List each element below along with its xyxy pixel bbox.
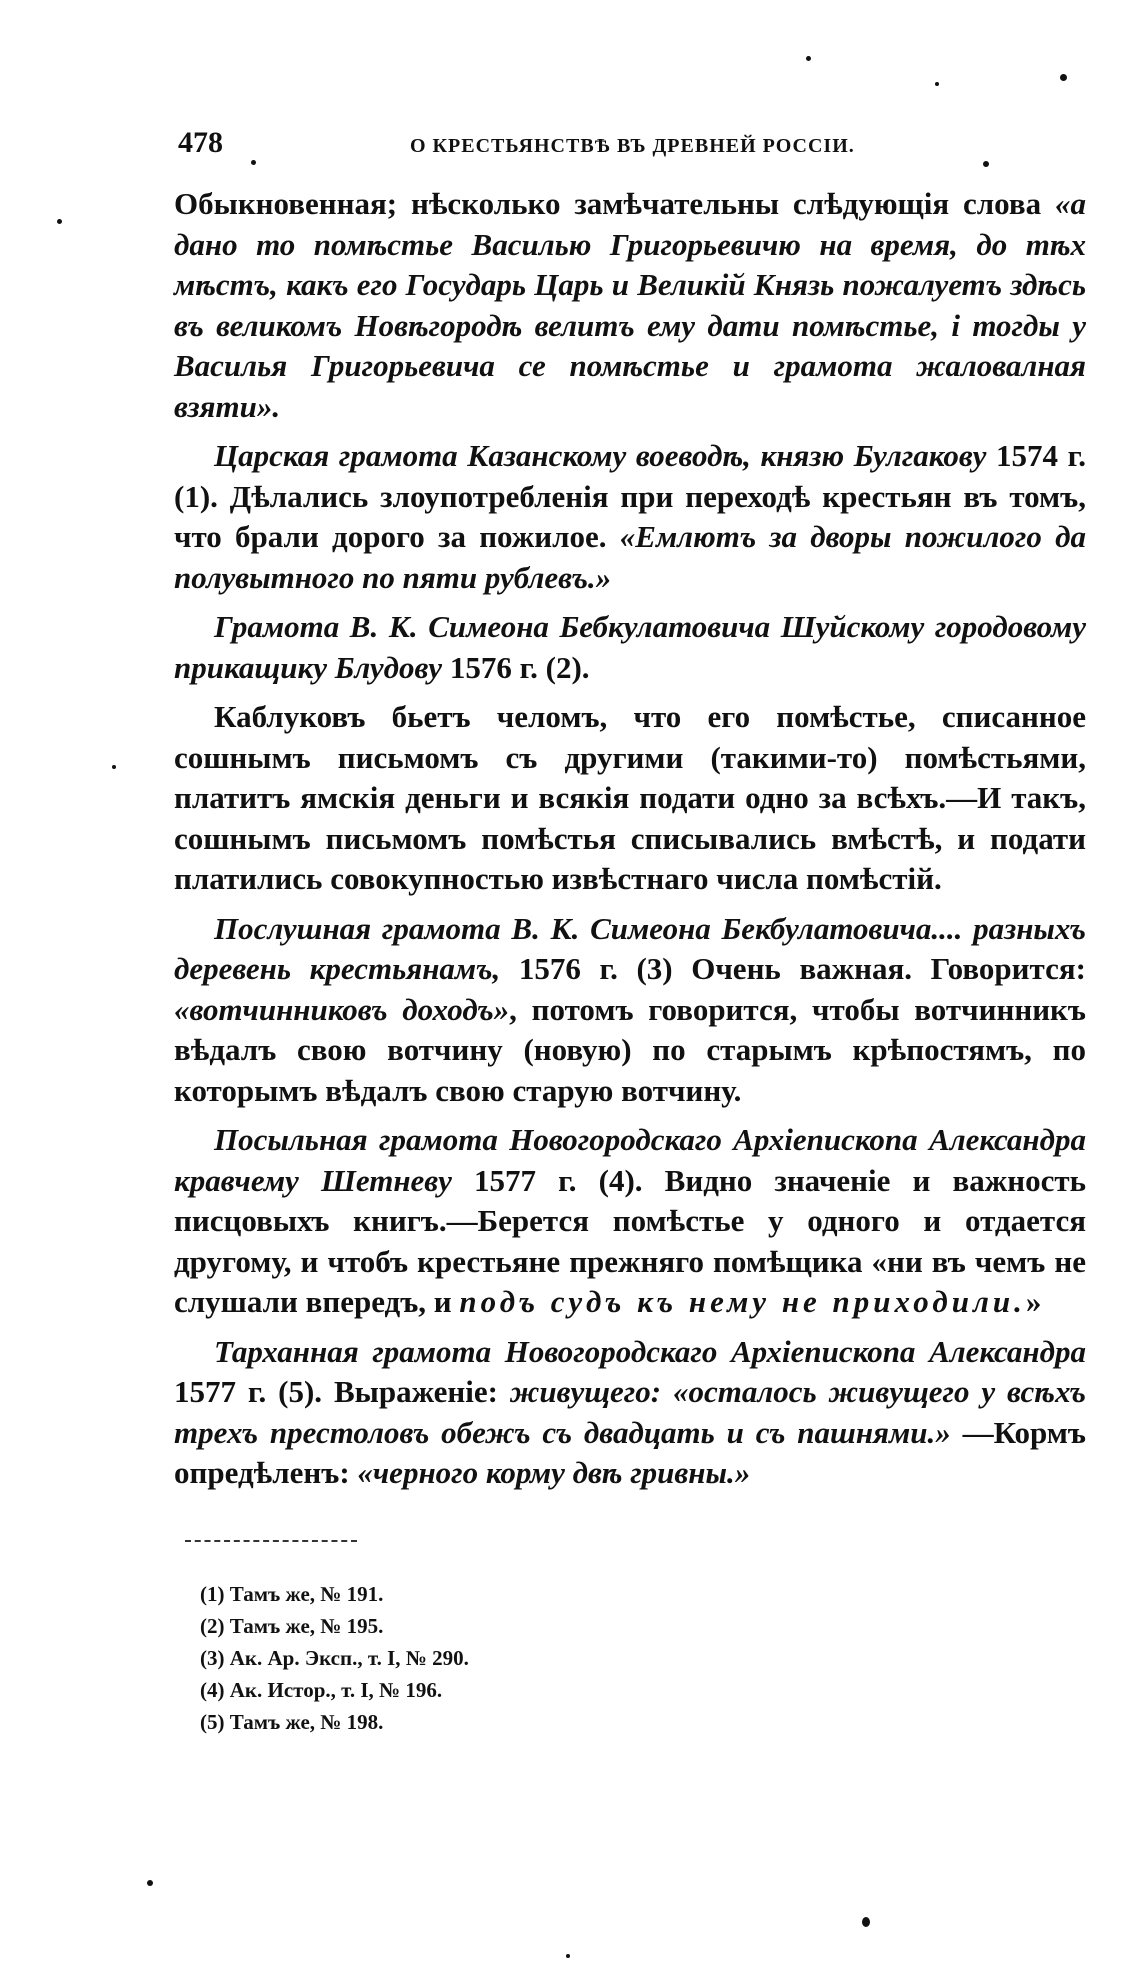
italic-text: Грамота В. К. Симеона Бебкулатовича Шуйскому городовому прикащику Блудову (174, 609, 1086, 685)
scan-speck (251, 160, 256, 165)
italic-text: живущего: «осталось живущего у всѣхъ трехъ престоловъ обежъ съ двадцать и съ пашнями.» (174, 1374, 1086, 1450)
scan-speck (862, 1917, 870, 1927)
scan-speck (806, 56, 811, 61)
footnote: (5) Тамъ же, № 198. (200, 1710, 384, 1734)
paragraph-posylnaya-gramota (174, 1120, 1086, 1323)
page-header (178, 126, 1008, 166)
scan-speck (112, 765, 116, 769)
roman-text: 1576 г. (2). (449, 649, 590, 685)
italic-text: Царская грамота Казанскому воеводѣ, князю Булгакову (214, 438, 997, 473)
paragraph-tsarskaya-gramota (174, 436, 1086, 598)
italic-text: Тарханная грамота Новогородскаго Архіепископа Александра (214, 1333, 1086, 1369)
footnote: (1) Тамъ же, № 191. (200, 1582, 384, 1606)
scan-speck (147, 1880, 153, 1886)
italic-text: Послушная грамота В. К. Симеона Бекбулатовича.... разныхъ деревень крестьянамъ, (174, 910, 1086, 986)
page-number: 478 (178, 126, 223, 159)
scan-speck (1060, 74, 1067, 81)
roman-text: 1574 г. (1). Дѣлались злоупотребленія при переходѣ крестьян въ томъ, что брали дорого за пожилое. (174, 438, 1086, 554)
footnote-separator (185, 1540, 357, 1542)
italic-text: Посыльная грамота Новогородскаго Архіепископа Александра кравчему Шетневу (174, 1122, 1086, 1198)
italic-text: «Емлютъ за дворы пожилого да полувытного по пяти рублевъ.» (174, 519, 1086, 595)
running-title: О КРЕСТЬЯНСТВѢ ВЪ ДРЕВНЕЙ РОССІИ. (410, 135, 855, 157)
roman-text: , потомъ говорится, чтобы вотчинникъ вѣдалъ свою вотчину (новую) по старымъ крѣпостямъ, по которымъ вѣдалъ свою старую вотчину. (174, 991, 1086, 1108)
scan-speck (566, 1954, 570, 1958)
scan-speck (57, 219, 62, 224)
spaced-italic-text: подъ судъ къ нему не приходили. (459, 1284, 1026, 1319)
paragraph-obyknovennaya (174, 184, 1086, 427)
italic-text: «а дано то помѣстье Василью Григорьевичю на время, до тѣх мѣстъ, какъ его Государь Царь и Великій Князь пожалуетъ здѣсь въ великомъ Новѣгородѣ велитъ ему дати помѣстье, і тогды у Василья Григорьевича се помѣстье и грамота жаловалная взяти». (174, 186, 1086, 424)
paragraph-kablukov (174, 697, 1086, 900)
paragraph-poslushnaya-gramota (174, 909, 1086, 1112)
italic-text: «черного корму двѣ гривны.» (357, 1455, 751, 1490)
footnote: (3) Ак. Ар. Эксп., т. I, № 290. (200, 1646, 469, 1670)
roman-text: 1577 г. (5). Выраженіе: (174, 1374, 510, 1409)
roman-text: Обыкновенная; нѣсколько замѣчательны слѣдующія слова (174, 186, 1055, 221)
roman-text: 1576 г. (3) Очень важная. Говорится: (518, 951, 1086, 986)
roman-text: » (1025, 1284, 1042, 1319)
scan-speck (983, 161, 989, 167)
roman-text: —Кормъ опредѣленъ: (174, 1414, 1086, 1490)
paragraph-tarkhannaya-gramota (174, 1332, 1086, 1494)
footnote: (4) Ак. Истор., т. I, № 196. (200, 1678, 443, 1702)
footnote: (2) Тамъ же, № 195. (200, 1614, 384, 1638)
italic-text: «вотчинниковъ доходъ» (174, 991, 510, 1027)
scan-speck (935, 82, 939, 86)
paragraph-gramota-simeona (174, 607, 1086, 688)
roman-text: 1577 г. (4). Видно значеніе и важность писцовыхъ книгъ.—Берется помѣстье у одного и отдается другому, и чтобъ крестьяне прежняго помѣщика «ни въ чемъ не слушали впередъ, и (174, 1162, 1086, 1319)
footnotes (200, 1578, 800, 1738)
body-text (174, 184, 1086, 1503)
roman-text: Каблуковъ бьетъ челомъ, что его помѣстье, списанное сошнымъ письмомъ съ другими (такими-то) помѣстьями, платитъ ямскія деньги и всякія подати одно за всѣхъ.—И такъ, сошнымъ письмомъ помѣстья списывались вмѣстѣ, и подати платились совокупностью извѣстнаго числа помѣстій. (174, 699, 1086, 896)
